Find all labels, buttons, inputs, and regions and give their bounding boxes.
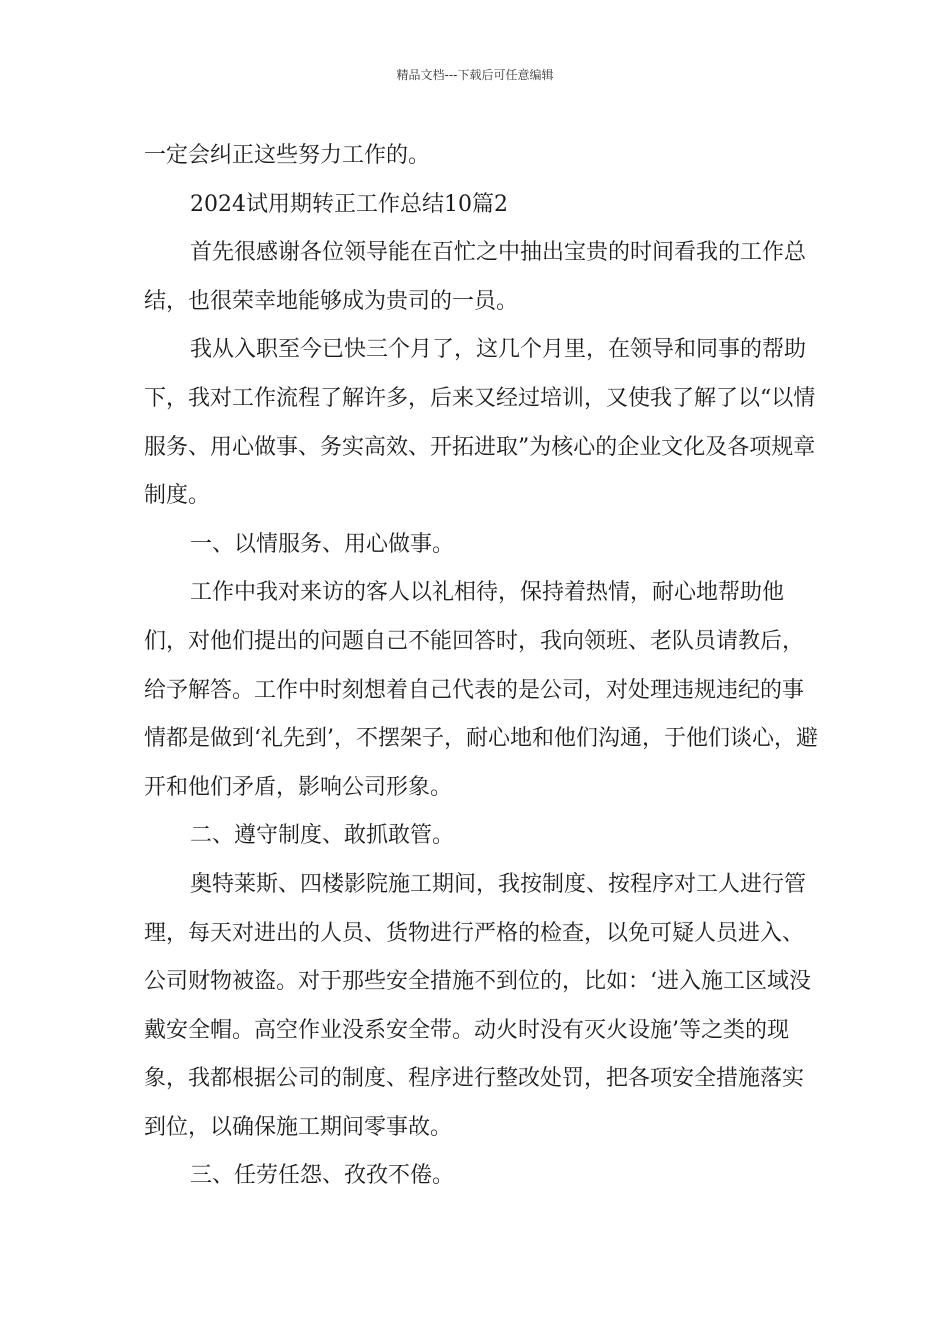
document-body	[144, 132, 824, 1201]
paragraph-intro: 首先很感谢各位领导能在百忙之中抽出宝贵的时间看我的工作总结，也很荣幸地能够成为贵司的一员。	[144, 240, 807, 314]
subheading-three: 三、任劳任怨、孜孜不倦。	[190, 1163, 455, 1189]
paragraph-continuation: 一定会纠正这些努力工作的。	[144, 143, 431, 168]
paragraph-rules: 奥特莱斯、四楼影院施工期间，我按制度、按程序对工人进行管理，每天对进出的人员、货物进行严格的检查，以免可疑人员进入、公司财物被盗。对于那些安全措施不到位的，比如：‘进入施工区域没戴安全帽。高空作业没系安全带。动火时没有灭火设施’等之类的现象，我都根据公司的制度、程序进行整改处罚，把各项安全措施落实到位，以确保施工期间零事故。	[144, 871, 811, 1140]
subheading-two: 二、遵守制度、敢抓敢管。	[190, 823, 455, 849]
subheading-one: 一、以情服务、用心做事。	[190, 531, 455, 557]
section-title: 2024试用期转正工作总结10篇2	[190, 191, 508, 217]
paragraph-overview: 我从入职至今已快三个月了，这几个月里，在领导和同事的帮助下，我对工作流程了解许多，后来又经过培训，又使我了解了以“以情服务、用心做事、务实高效、开拓进取”为核心的企业文化及各项规章制度。	[144, 337, 816, 509]
page-header: 精品文档---下载后可任意编辑	[396, 68, 554, 82]
paragraph-service: 工作中我对来访的客人以礼相待，保持着热情，耐心地帮助他们，对他们提出的问题自己不能回答时，我向领班、老队员请教后，给予解答。工作中时刻想着自己代表的是公司，对处理违规违纪的事情都是做到‘礼先到’，不摆架子，耐心地和他们沟通，于他们谈心，避开和他们矛盾，影响公司形象。	[144, 580, 818, 800]
